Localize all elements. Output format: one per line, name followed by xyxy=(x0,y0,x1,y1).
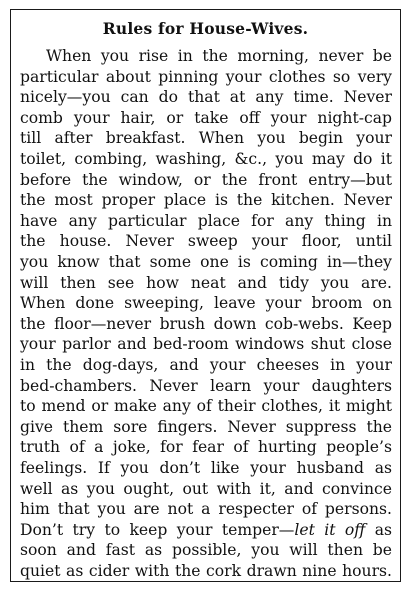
article-line: particular about pinning your clothes so very xyxy=(20,67,392,86)
article-line: bed-chambers. Never learn your daughters xyxy=(20,376,392,395)
article-line: comb your hair, or take off your night-cap xyxy=(20,108,392,127)
article-line: you know that some one is coming in—they xyxy=(20,253,392,271)
article-italic-phrase: let it off xyxy=(294,520,366,539)
article-line: him that you are not a respecter of persons. xyxy=(20,500,392,519)
article-line: the house. Never sweep your floor, until xyxy=(20,232,392,251)
article-line: your parlor and bed-room windows shut close xyxy=(20,335,392,354)
article-line: will then see how neat and tidy you are. xyxy=(20,273,392,292)
newspaper-clipping xyxy=(10,9,401,582)
article-line: well as you ought, out with it, and convince xyxy=(20,479,392,498)
article-line: the most proper place is the kitchen. Never xyxy=(20,191,392,210)
article-line-tail: as xyxy=(365,520,392,539)
article-line: till after breakfast. When you begin your xyxy=(20,129,392,148)
article-line xyxy=(20,520,392,541)
article-title: Rules for House-Wives. xyxy=(102,19,309,38)
article-line: toilet, combing, washing, &c., you may do it xyxy=(20,150,392,168)
article-line: soon and fast as possible, you will then be xyxy=(20,541,392,560)
article-line: truth of a joke, for fear of hurting people’s xyxy=(20,438,392,457)
article-line: before the window, or the front entry—but xyxy=(20,170,392,189)
article-line: feelings. If you don’t like your husband as xyxy=(20,459,392,477)
article-line: in the dog-days, and your cheeses in your xyxy=(20,356,392,374)
article-line-start: Don’t try to keep your temper— xyxy=(20,520,295,539)
article-line: the floor—never brush down cob-webs. Keep xyxy=(20,314,392,333)
article-line: quiet as cider with the cork drawn nine hours. xyxy=(20,562,392,580)
article-line: give them sore fingers. Never suppress the xyxy=(20,417,392,436)
article-line: When you rise in the morning, never be xyxy=(46,47,392,65)
article-line: When done sweeping, leave your broom on xyxy=(20,294,392,313)
article-line: to mend or make any of their clothes, it might xyxy=(20,397,392,416)
article-line: nicely—you can do that at any time. Never xyxy=(20,88,392,107)
article-line: have any particular place for any thing in xyxy=(20,211,392,230)
